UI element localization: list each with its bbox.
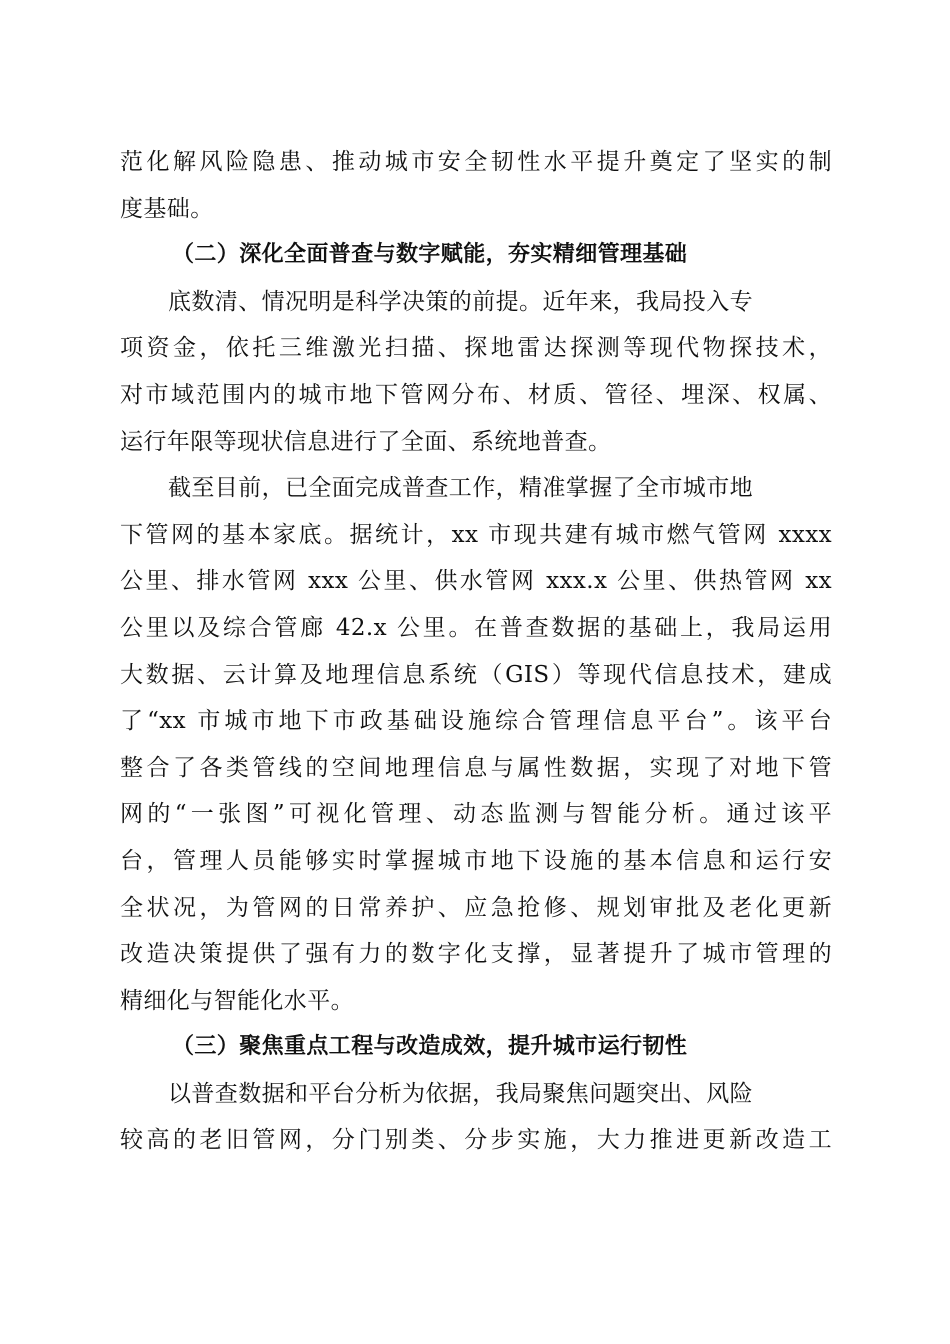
text-line: 下管网的基本家底。据统计，xx 市现共建有城市燃气管网 xxxx: [120, 521, 832, 548]
text-line: 截至目前，已全面完成普查工作，精准掌握了全市城市地: [168, 475, 753, 502]
text-line: 公里、排水管网 xxx 公里、供水管网 xxx.x 公里、供热管网 xx: [120, 568, 832, 595]
section-heading: （二）深化全面普查与数字赋能，夯实精细管理基础: [172, 242, 688, 268]
text-line: 度基础。: [120, 195, 214, 222]
text-line: 以普查数据和平台分析为依据，我局聚焦问题突出、风险: [168, 1080, 753, 1107]
text-line: 全状况，为管网的日常养护、应急抢修、规划审批及老化更新: [120, 894, 832, 921]
text-line: 台，管理人员能够实时掌握城市地下设施的基本信息和运行安: [120, 847, 832, 874]
text-line: 大数据、云计算及地理信息系统（GIS）等现代信息技术，建成: [120, 661, 832, 688]
text-line: 精细化与智能化水平。: [120, 987, 354, 1014]
text-line: 改造决策提供了强有力的数字化支撑，显著提升了城市管理的: [120, 941, 832, 968]
text-line: 了“xx 市城市地下市政基础设施综合管理信息平台”。该平台: [120, 708, 832, 735]
text-line: 项资金，依托三维激光扫描、探地雷达探测等现代物探技术，: [120, 335, 832, 362]
text-line: 底数清、情况明是科学决策的前提。近年来，我局投入专: [168, 288, 753, 315]
text-line: 范化解风险隐患、推动城市安全韧性水平提升奠定了坚实的制: [120, 149, 832, 175]
text-line: 公里以及综合管廊 42.x 公里。在普查数据的基础上，我局运用: [120, 614, 832, 641]
section-heading: （三）聚焦重点工程与改造成效，提升城市运行韧性: [172, 1034, 688, 1060]
text-line: 网的“一张图”可视化管理、动态监测与智能分析。通过该平: [120, 801, 832, 828]
text-line: 对市域范围内的城市地下管网分布、材质、管径、埋深、权属、: [120, 381, 832, 408]
text-line: 运行年限等现状信息进行了全面、系统地普查。: [120, 428, 612, 455]
text-line: 整合了各类管线的空间地理信息与属性数据，实现了对地下管: [120, 754, 832, 781]
text-line: 较高的老旧管网，分门别类、分步实施，大力推进更新改造工: [120, 1127, 832, 1154]
body-text: [120, 139, 832, 1164]
